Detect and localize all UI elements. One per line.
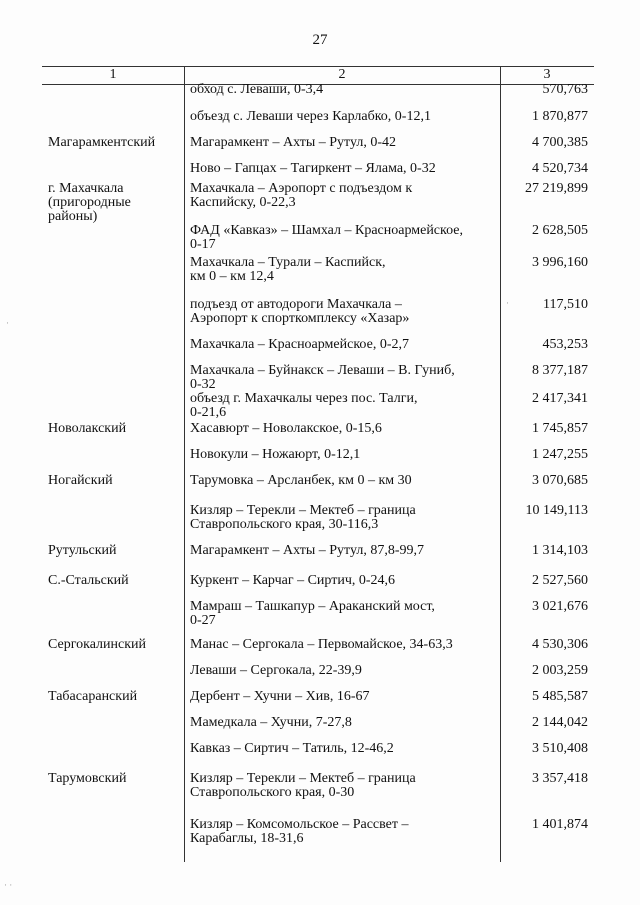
road-cell: Новокули – Ножаюрт, 0-12,1	[190, 447, 361, 462]
road-cell: Мамедкала – Хучни, 7-27,8	[190, 715, 352, 730]
value-cell: 1 870,877	[532, 109, 588, 124]
value-cell: 10 149,113	[525, 503, 588, 518]
value-cell: 8 377,187	[532, 363, 588, 378]
district-cell: г. Махачкала (пригородные районы)	[48, 181, 131, 224]
header-col-2: 2	[338, 67, 346, 82]
road-cell: подъезд от автодороги Махачкала – Аэропорт к спорткомплексу «Хазар»	[190, 297, 410, 326]
value-cell: 27 219,899	[525, 181, 588, 196]
district-cell: Новолакский	[48, 421, 127, 436]
road-cell: Магарамкент – Ахты – Рутул, 87,8-99,7	[190, 543, 425, 558]
scan-speck: · ·	[4, 880, 13, 890]
value-cell: 4 700,385	[532, 135, 588, 150]
road-cell: Тарумовка – Арсланбек, км 0 – км 30	[190, 473, 412, 488]
value-cell: 3 996,160	[532, 255, 588, 270]
road-cell: Кизляр – Терекли – Мектеб – граница Ставропольского края, 0-30	[190, 771, 416, 800]
road-cell: Ново – Гапцах – Тагиркент – Ялама, 0-32	[190, 161, 436, 176]
district-cell: Ногайский	[48, 473, 113, 488]
scan-speck: ·	[506, 298, 509, 308]
value-cell: 3 357,418	[532, 771, 588, 786]
scan-speck: ·	[6, 318, 9, 328]
road-cell: Магарамкент – Ахты – Рутул, 0-42	[190, 135, 397, 150]
value-cell: 3 510,408	[532, 741, 588, 756]
header-col-3: 3	[543, 67, 551, 82]
road-cell: объезд г. Махачкалы через пос. Талги, 0-21,6	[190, 391, 418, 420]
page-number: 27	[312, 32, 328, 48]
value-cell: 1 247,255	[532, 447, 588, 462]
district-cell: С.-Стальский	[48, 573, 129, 588]
value-cell: 2 417,341	[532, 391, 588, 406]
district-cell: Магарамкентский	[48, 135, 156, 150]
value-cell: 1 745,857	[532, 421, 588, 436]
road-cell: Махачкала – Буйнакск – Леваши – В. Гуниб, 0-32	[190, 363, 455, 392]
column-divider-2	[500, 66, 501, 862]
road-cell: Манас – Сергокала – Первомайское, 34-63,3	[190, 637, 453, 652]
road-cell: ФАД «Кавказ» – Шамхал – Красноармейское, 0-17	[190, 223, 463, 252]
roads-table	[42, 66, 594, 862]
district-cell: Тарумовский	[48, 771, 127, 786]
district-cell: Сергокалинский	[48, 637, 147, 652]
road-cell: Дербент – Хучни – Хив, 16-67	[190, 689, 370, 704]
road-cell: Куркент – Карчаг – Сиртич, 0-24,6	[190, 573, 396, 588]
road-cell: Махачкала – Красноармейское, 0-2,7	[190, 337, 409, 352]
road-cell: Леваши – Сергокала, 22-39,9	[190, 663, 362, 678]
column-divider-1	[184, 66, 185, 862]
road-cell: Хасавюрт – Новолакское, 0-15,6	[190, 421, 382, 436]
value-cell: 4 530,306	[532, 637, 588, 652]
road-cell: Кизляр – Комсомольское – Рассвет – Карабаглы, 18-31,6	[190, 817, 409, 846]
value-cell: 3 070,685	[532, 473, 588, 488]
road-cell: Кавказ – Сиртич – Татиль, 12-46,2	[190, 741, 394, 756]
value-cell: 570,763	[542, 82, 588, 97]
value-cell: 2 628,505	[532, 223, 588, 238]
value-cell: 453,253	[542, 337, 588, 352]
value-cell: 2 144,042	[532, 715, 588, 730]
value-cell: 3 021,676	[532, 599, 588, 614]
header-col-1: 1	[109, 67, 117, 82]
road-cell: Кизляр – Терекли – Мектеб – граница Ставропольского края, 30-116,3	[190, 503, 416, 532]
road-cell: обход с. Леваши, 0-3,4	[190, 82, 324, 97]
value-cell: 2 527,560	[532, 573, 588, 588]
value-cell: 5 485,587	[532, 689, 588, 704]
district-cell: Табасаранский	[48, 689, 138, 704]
value-cell: 1 314,103	[532, 543, 588, 558]
value-cell: 2 003,259	[532, 663, 588, 678]
value-cell: 1 401,874	[532, 817, 588, 832]
road-cell: Махачкала – Аэропорт с подъездом к Каспийску, 0-22,3	[190, 181, 413, 210]
road-cell: объезд с. Леваши через Карлабко, 0-12,1	[190, 109, 431, 124]
value-cell: 117,510	[543, 297, 588, 312]
district-cell: Рутульский	[48, 543, 117, 558]
road-cell: Мамраш – Ташкапур – Араканский мост, 0-27	[190, 599, 435, 628]
value-cell: 4 520,734	[532, 161, 588, 176]
road-cell: Махачкала – Турали – Каспийск, км 0 – км 12,4	[190, 255, 386, 284]
